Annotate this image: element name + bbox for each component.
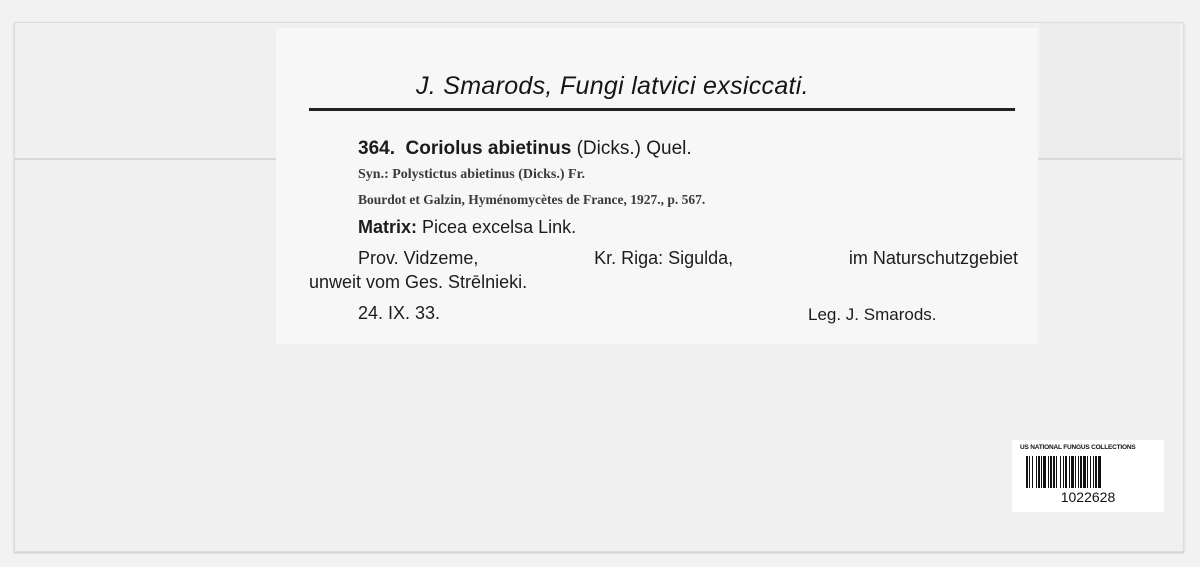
- barcode-icon: [1026, 456, 1152, 488]
- locality-line-2: unweit vom Ges. Strēlnieki.: [309, 272, 528, 292]
- collector: Leg. J. Smarods.: [808, 305, 937, 324]
- barcode-header: US NATIONAL FUNGUS COLLECTIONS: [1020, 444, 1136, 451]
- species-authority: (Dicks.) Quel.: [576, 138, 692, 159]
- locality-line-1: [358, 248, 1018, 269]
- title-rule: [309, 108, 1015, 111]
- species-line: [358, 138, 692, 160]
- catalog-number: 1022628: [1060, 489, 1116, 505]
- species-name: Coriolus abietinus: [405, 138, 572, 159]
- synonym-line: Syn.: Polystictus abietinus (Dicks.) Fr.: [358, 167, 586, 182]
- locality-province: Prov. Vidzeme,: [358, 248, 479, 268]
- matrix-label: Matrix:: [358, 217, 418, 237]
- series-title: J. Smarods, Fungi latvici exsiccati.: [416, 72, 809, 100]
- locality-district: Kr. Riga: Sigulda,: [594, 248, 734, 268]
- barcode-label: [1012, 440, 1164, 512]
- envelope-flap-shade: [1040, 23, 1180, 158]
- reference-line: Bourdot et Galzin, Hyménomycètes de France, 1927., p. 567.: [358, 192, 706, 207]
- matrix-value: Picea excelsa Link.: [422, 217, 577, 237]
- locality-area: im Naturschutzgebiet: [848, 248, 1018, 268]
- matrix-line: [358, 217, 576, 238]
- specimen-number: 364.: [358, 138, 395, 159]
- exsiccata-label: [276, 28, 1038, 344]
- collection-date: 24. IX. 33.: [358, 303, 441, 323]
